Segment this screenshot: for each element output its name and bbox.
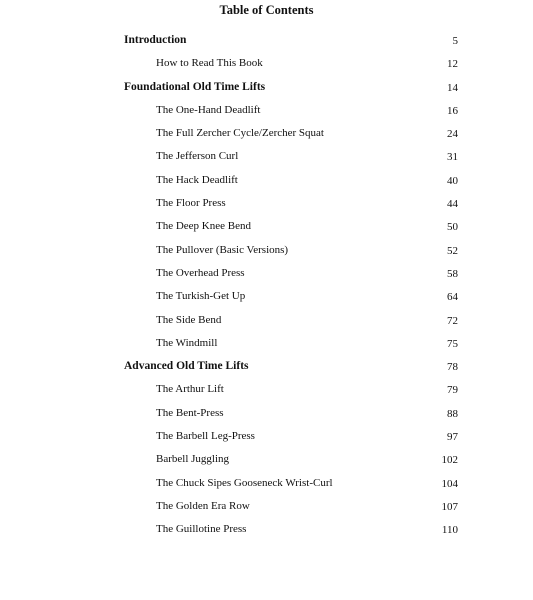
toc-item-title: The Windmill bbox=[156, 336, 218, 349]
toc-item-title: The Side Bend bbox=[156, 313, 222, 326]
toc-item-title: Barbell Juggling bbox=[156, 453, 230, 466]
toc-page-number: 79 bbox=[447, 384, 458, 397]
toc-item-row[interactable] bbox=[0, 55, 533, 78]
toc-item-title: The One-Hand Deadlift bbox=[156, 103, 261, 116]
toc-title: Table of Contents bbox=[219, 3, 314, 17]
toc-item-row[interactable] bbox=[0, 172, 533, 195]
toc-item-row[interactable] bbox=[0, 148, 533, 171]
toc-item-title: The Floor Press bbox=[156, 197, 226, 210]
toc-item-row[interactable] bbox=[0, 265, 533, 288]
toc-item-title: The Jefferson Curl bbox=[156, 150, 239, 163]
toc-item-row[interactable] bbox=[0, 195, 533, 218]
toc-item-row[interactable] bbox=[0, 218, 533, 241]
toc-page-number: 14 bbox=[447, 81, 458, 94]
toc-item-row[interactable] bbox=[0, 335, 533, 358]
toc-item-title: The Chuck Sipes Gooseneck Wrist-Curl bbox=[156, 476, 333, 489]
toc-section-title: Foundational Old Time Lifts bbox=[124, 80, 266, 93]
toc-list bbox=[0, 32, 533, 545]
toc-item-row[interactable] bbox=[0, 498, 533, 521]
toc-page-number: 40 bbox=[447, 174, 458, 187]
toc-page-number: 78 bbox=[447, 361, 458, 374]
toc-page-number: 64 bbox=[447, 291, 458, 304]
toc-item-row[interactable] bbox=[0, 125, 533, 148]
toc-page-number: 44 bbox=[447, 198, 458, 211]
toc-item-row[interactable] bbox=[0, 288, 533, 311]
toc-page-number: 16 bbox=[447, 104, 458, 117]
toc-item-title: The Overhead Press bbox=[156, 266, 245, 279]
toc-section-title: Introduction bbox=[124, 34, 187, 46]
toc-item-title: The Turkish-Get Up bbox=[156, 290, 246, 303]
toc-page-number: 97 bbox=[447, 431, 458, 444]
toc-page-number: 107 bbox=[441, 500, 458, 513]
toc-item-title: The Barbell Leg-Press bbox=[156, 430, 255, 443]
toc-item-row[interactable] bbox=[0, 242, 533, 265]
toc-item-row[interactable] bbox=[0, 312, 533, 335]
toc-item-title: How to Read This Book bbox=[156, 57, 263, 70]
toc-section-row[interactable] bbox=[0, 32, 533, 55]
toc-page-number: 24 bbox=[447, 128, 458, 141]
toc-item-row[interactable] bbox=[0, 451, 533, 474]
toc-item-row[interactable] bbox=[0, 405, 533, 428]
toc-item-row[interactable] bbox=[0, 381, 533, 404]
toc-page-number: 104 bbox=[441, 477, 458, 490]
toc-page-number: 75 bbox=[447, 337, 458, 350]
toc-item-title: The Guillotine Press bbox=[156, 523, 247, 536]
toc-page-number: 5 bbox=[452, 35, 458, 47]
toc-item-title: The Golden Era Row bbox=[156, 499, 250, 512]
toc-section-row[interactable] bbox=[0, 358, 533, 381]
toc-page-number: 52 bbox=[447, 244, 458, 257]
toc-section-row[interactable] bbox=[0, 79, 533, 102]
toc-page-number: 72 bbox=[447, 314, 458, 327]
toc-item-title: The Pullover (Basic Versions) bbox=[156, 243, 289, 256]
toc-item-title: The Deep Knee Bend bbox=[156, 220, 251, 233]
toc-page-number: 102 bbox=[441, 454, 458, 467]
toc-page-number: 88 bbox=[447, 407, 458, 420]
toc-section-title: Advanced Old Time Lifts bbox=[124, 360, 249, 373]
toc-page-number: 110 bbox=[441, 524, 458, 537]
toc-item-row[interactable] bbox=[0, 428, 533, 451]
toc-item-row[interactable] bbox=[0, 521, 533, 544]
toc-item-row[interactable] bbox=[0, 475, 533, 498]
toc-item-title: The Arthur Lift bbox=[156, 383, 224, 396]
toc-page-number: 50 bbox=[447, 221, 458, 234]
toc-page-number: 31 bbox=[447, 151, 458, 164]
toc-item-title: The Full Zercher Cycle/Zercher Squat bbox=[156, 127, 324, 140]
toc-item-title: The Hack Deadlift bbox=[156, 173, 238, 186]
toc-item-row[interactable] bbox=[0, 102, 533, 125]
toc-item-title: The Bent-Press bbox=[156, 406, 224, 419]
toc-page-number: 58 bbox=[447, 267, 458, 280]
toc-page-number: 12 bbox=[447, 58, 458, 71]
